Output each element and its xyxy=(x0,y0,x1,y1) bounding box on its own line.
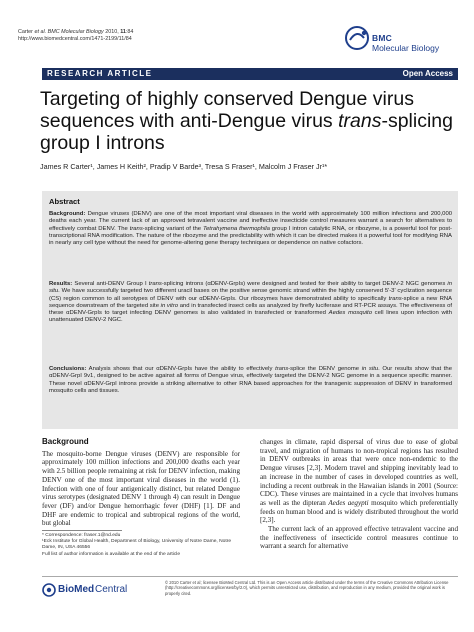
bmc-logo-journal: Molecular Biology xyxy=(372,43,440,53)
citation-year: 2010, xyxy=(103,29,121,35)
footnote-divider xyxy=(42,530,122,531)
title-line-2-italic: trans xyxy=(338,110,382,132)
biomed-central-logo-bold: BioMed xyxy=(58,584,95,595)
body-right-column xyxy=(260,438,458,551)
citation-authors: Carter xyxy=(18,29,35,35)
footnote-more-info: Full list of author information is available at the end of the article xyxy=(42,551,181,557)
footnote-correspondence: * Correspondence: fraser.1@nd.edu xyxy=(42,533,121,538)
article-type-banner xyxy=(42,68,458,80)
citation-article: :84 xyxy=(125,29,134,35)
author-list: James R Carter¹, James H Keith², Pradip V Barde³, Tresa S Fraser¹, Malcolm J Fraser Jr¹* xyxy=(40,162,328,171)
footnote-affiliation: ¹Eck Institute for Global Health, Department of Biology, University of Notre Dame, Notre Dame, IN, USA 46556 xyxy=(42,539,232,551)
license-text: © 2010 Carter et al; licensee BioMed Central Ltd. This is an Open Access article distributed under the terms of the Creative Commons Attribution License (http://creativecommons.org/licenses/by/2.0), which permits unrestricted use, distribution, and reproduction in any medium, provided the original work is properly cited. xyxy=(165,580,449,596)
abstract-heading: Abstract xyxy=(49,197,80,206)
title-line-3: group I introns xyxy=(40,132,165,154)
background-heading: Background xyxy=(42,437,89,446)
body-left-column xyxy=(42,438,240,528)
abstract-background-label: Background: xyxy=(49,211,86,217)
biomed-central-mark-icon xyxy=(42,583,56,597)
biomed-central-logo-regular: Central xyxy=(95,584,128,595)
body-paragraph-1: changes in climate, rapid dispersal of virus due to ease of global travel, and migration of humans to non-tropical regions has resulted in DENV outbreaks in areas that were once non-endemic to the Dengue viruses [2,3]. Modern travel and shipping inevitably lead to an increase in the number of cases in developed countries as well, including a recent outbreak in the Hawaiian islands in 2001 (Source: CDC). These viruses are maintained in a cycle that involves humans as well as the dipteran Aedes aegypti mosquito which preferentially feeds on human blood and is widely distributed throughout the world [2,3]. xyxy=(260,438,458,525)
abstract-box xyxy=(42,191,458,429)
open-access-label: Open Access xyxy=(402,69,453,78)
bmc-logo xyxy=(344,23,456,63)
citation-url[interactable]: http://www.biomedcentral.com/1471-2199/11/84 xyxy=(18,36,132,42)
abstract-background: Background: Dengue viruses (DENV) are one of the most important viral diseases in the world with approximately 100 million infections and 200,000 deaths each year. The current lack of an approved tetravalent vaccine and ineffective insecticide control measures warrant a search for alternatives to effectively combat DENV. The trans-splicing variant of the Tetrahymena thermophila group I intron catalytic RNA, or ribozyme, is a powerful tool for post-transcriptional RNA modification. The nature of the ribozyme and the predictability with which it can be directed makes it a powerful tool for modifying RNA in nearly any cell type without the need for genome-altering gene therapy techniques or dependence on native cofactors. xyxy=(49,211,452,247)
citation-journal: BMC Molecular Biology xyxy=(46,29,104,35)
biomed-central-logo xyxy=(42,582,152,598)
abstract-conclusions-label: Conclusions: xyxy=(49,366,87,372)
title-line-1: Targeting of highly conserved Dengue virus xyxy=(40,88,414,110)
abstract-results: Results: Several anti-DENV Group I trans-splicing introns (αDENV-GrpIs) were designed and tested for their ability to target DENV-2 NGC genomes in situ. We have successfully targeted two different uracil bases on the positive sense genomic strand within the highly conserved 5'-3' cyclization sequence (CS) region common to all serotypes of DENV with our αDENV-GrpIs. Our ribozymes have demonstrated ability to specifically trans-splice a new RNA sequence downstream of the targeted site in vitro and in transfected insect cells as analyzed by firefly luciferase and RT-PCR assays. The effectiveness of these αDENV-GrpIs to target infecting DENV genomes is also validated in transfected or transformed Aedes mosquito cell lines upon infection with unattenuated DENV-2 NGC. xyxy=(49,281,453,324)
background-paragraph: The mosquito-borne Dengue viruses (DENV) are responsible for approximately 100 million infections and 200,000 deaths each year with 2.5 billion people remaining at risk for DENV infection, making DENV one of the most important viral diseases in the world (1). Infection with one of four antigenically distinct, but related Dengue virus serotypes (designated DENV 1 through 4) can result in Dengue fever (DF) and/or Dengue hemorrhagic fever (DHF) [1]. DF and DHF are endemic to tropical and subtropical regions of the world, but global xyxy=(42,449,240,528)
body-paragraph-2: The current lack of an approved effective tetravalent vaccine and the ineffectiveness of insecticide control measures continue to warrant a search for alternative xyxy=(260,525,458,551)
article-type-label: RESEARCH ARTICLE xyxy=(47,69,153,78)
citation-line xyxy=(18,29,268,43)
title-line-2a: sequences with anti-Dengue virus xyxy=(40,110,339,132)
article-title xyxy=(40,88,460,154)
abstract-conclusions: Conclusions: Analysis shows that our αDENV-GrpIs have the ability to effectively trans-splice the DENV genome in situ. Our results show that the αDENV-GrpI 9v1, designed to be active against all forms of Dengue virus, effectively targeted the DENV-2 NGC genome in a sequence specific manner. These novel αDENV-GrpI introns provide a striking alternative to other RNA based approaches for the transgenic suppression of DENV in transformed mosquito cells and tissues. xyxy=(49,366,452,394)
title-line-2c: -splicing xyxy=(381,110,453,132)
citation-volume: 11 xyxy=(120,29,126,35)
bmc-logo-mark-icon xyxy=(344,25,370,51)
footnotes xyxy=(42,533,242,558)
abstract-results-label: Results: xyxy=(49,281,73,287)
citation-etal: et al. xyxy=(34,29,47,35)
footer-divider xyxy=(42,576,458,577)
bmc-logo-brand: BMC xyxy=(372,33,392,43)
